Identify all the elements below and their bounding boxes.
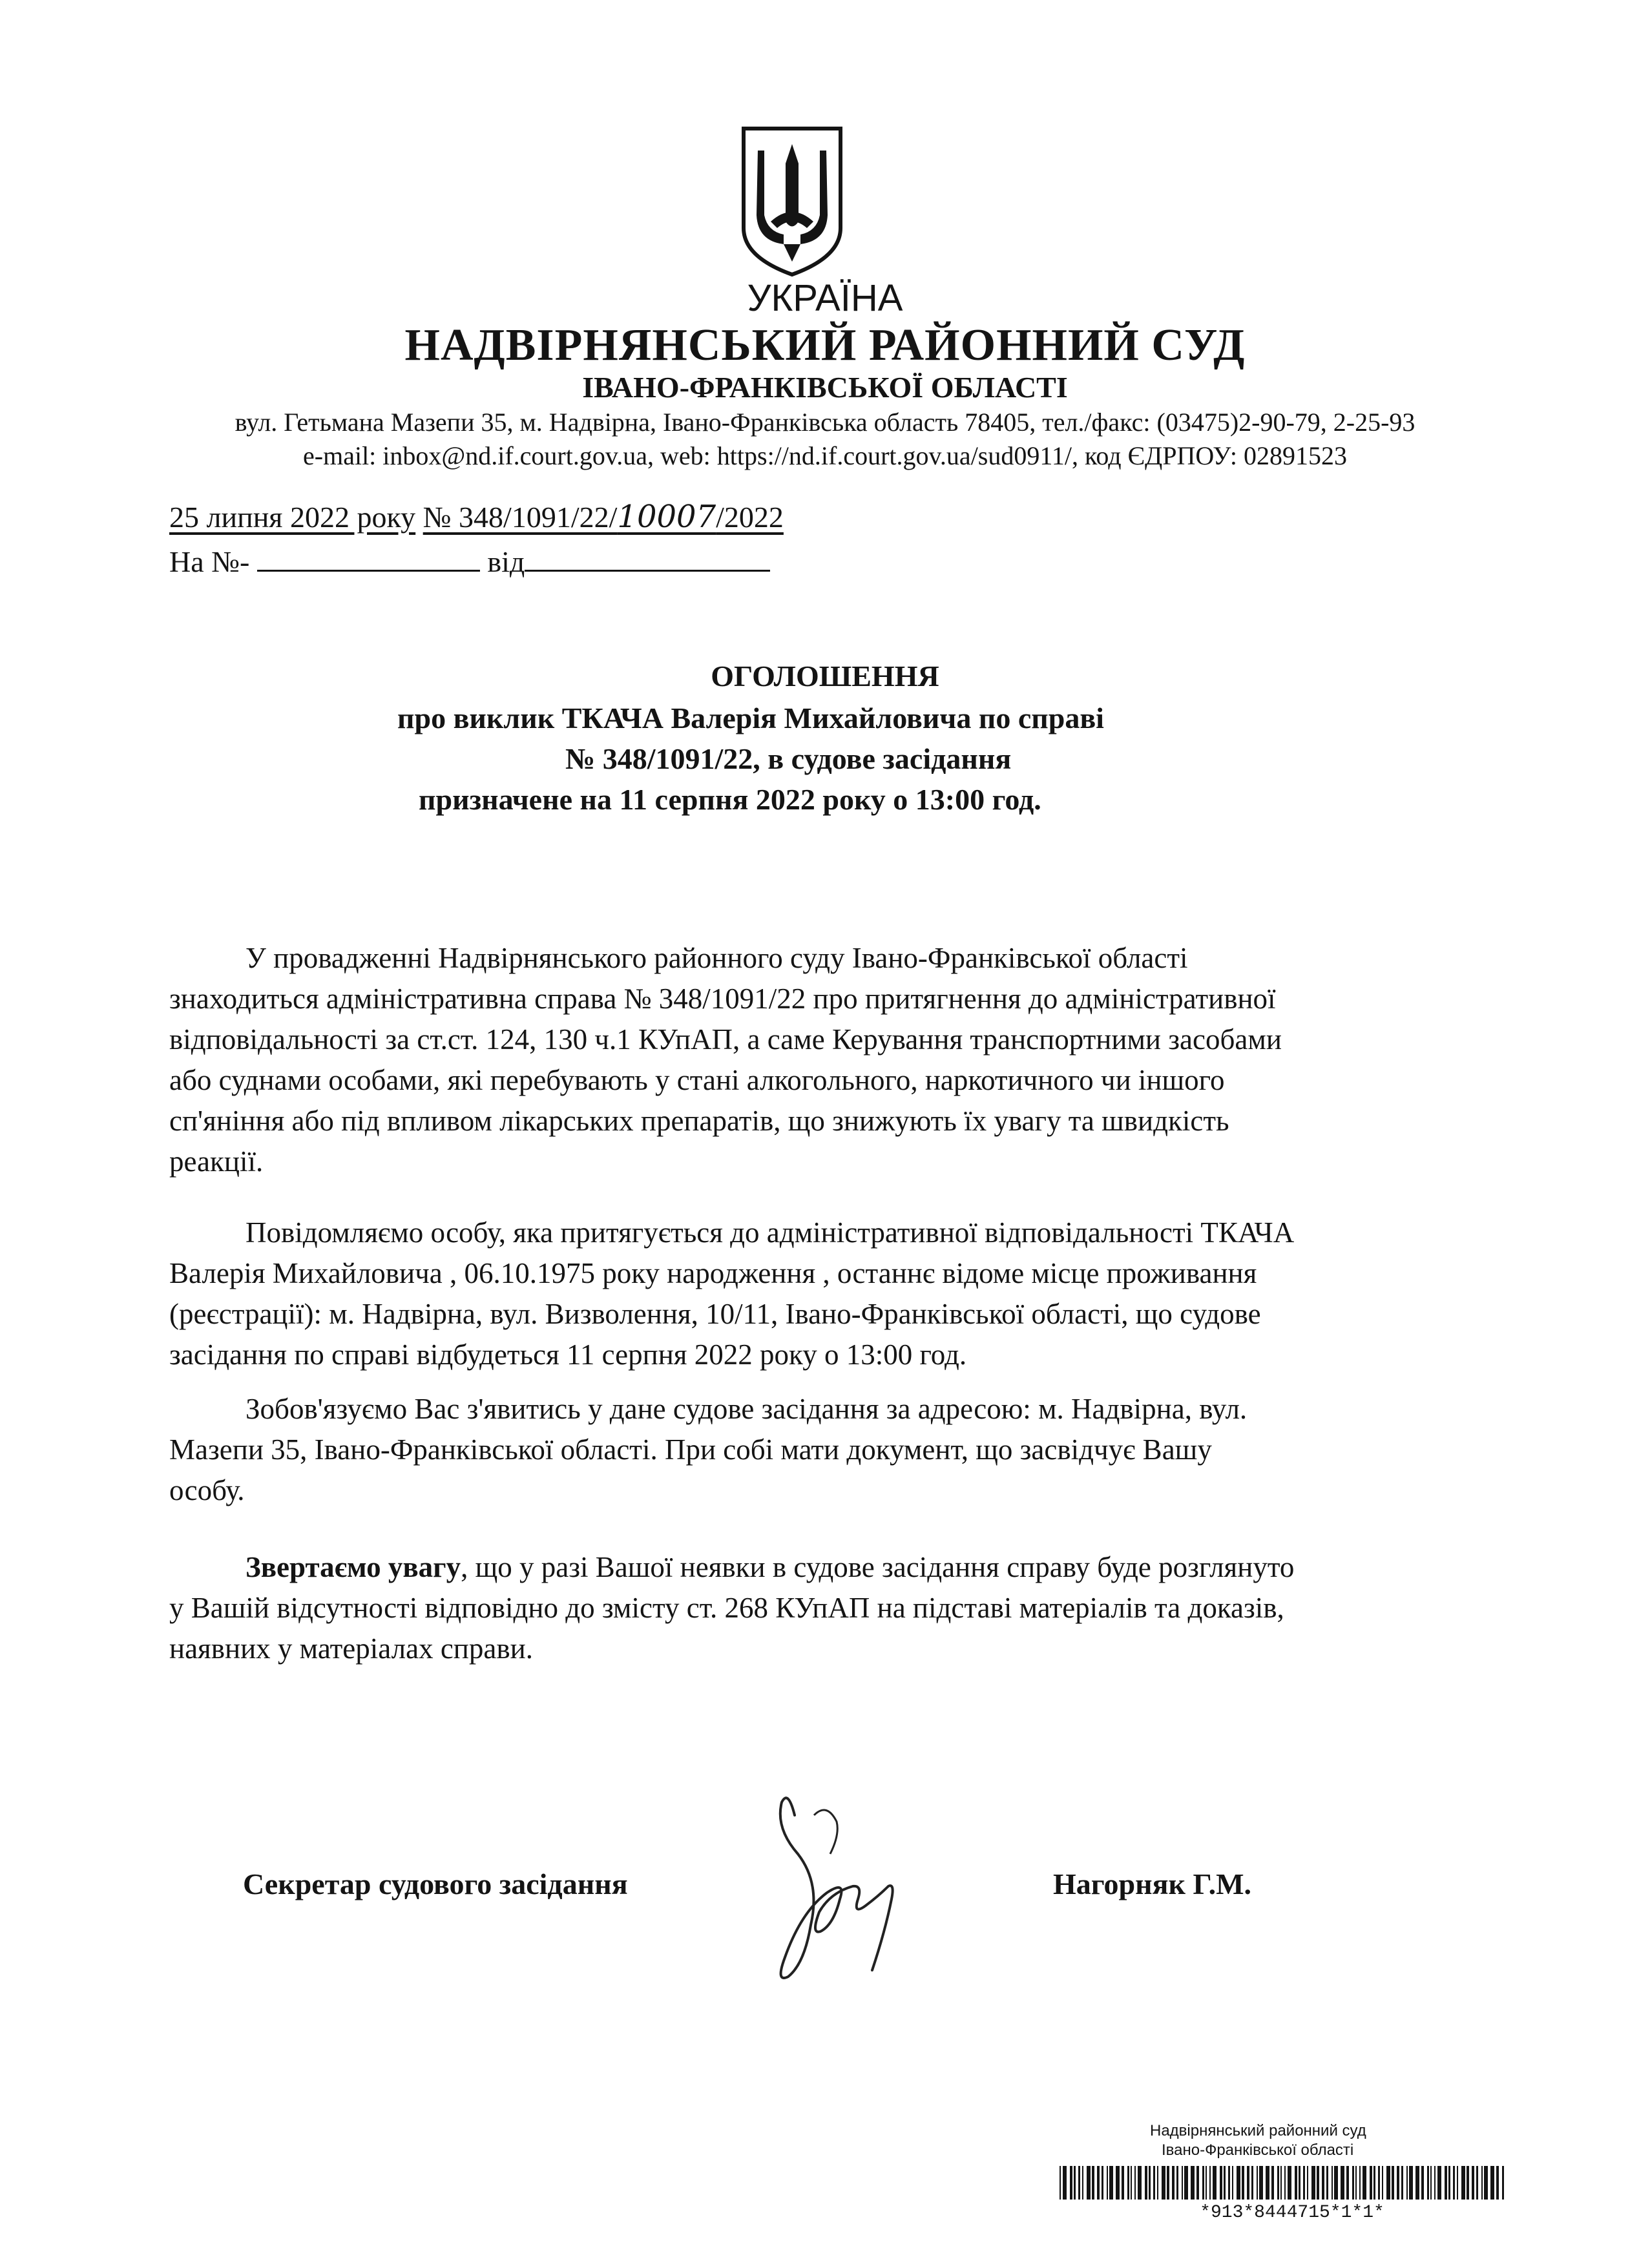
incoming-number-label: На №-: [169, 545, 250, 578]
text-line: Валерія Михайловича , 06.10.1975 року народження , останнє відоме місце проживання: [169, 1257, 1257, 1289]
stamp-court-name: Надвірнянський районний суд: [1150, 2122, 1366, 2139]
text-line: реакції.: [169, 1145, 264, 1178]
barcode-number: *913*8444715*1*1*: [1200, 2203, 1384, 2223]
paragraph-case-info: [169, 938, 1434, 1182]
paragraph-summons: [169, 1389, 1434, 1511]
incoming-date-blank: [525, 549, 770, 572]
stamp-court-region: Івано-Франківської області: [1162, 2141, 1354, 2159]
incoming-reference: [169, 545, 770, 579]
text-line: наявних у матеріалах справи.: [169, 1632, 533, 1665]
announcement-subtitle-3: призначене на 11 серпня 2022 року о 13:00 год.: [419, 783, 1041, 816]
reference-date: 25 липня 2022 року: [169, 501, 416, 534]
reference-number-suffix: /2022: [716, 501, 784, 534]
coat-of-arms-emblem: [738, 125, 846, 278]
registry-barcode: [1060, 2166, 1507, 2200]
incoming-date-label: від: [487, 545, 525, 578]
text-line: відповідальності за ст.ст. 124, 130 ч.1 КУпАП, а саме Керування транспортними засобами: [169, 1023, 1282, 1056]
court-contacts: e-mail: inbox@nd.if.court.gov.ua, web: https://nd.if.court.gov.ua/sud0911/, код ЄДРПОУ: 02891523: [303, 441, 1347, 470]
signatory-role: Секретар судового засідання: [243, 1867, 628, 1900]
announcement-title: ОГОЛОШЕННЯ: [711, 660, 939, 692]
text-line: (реєстрації): м. Надвірна, вул. Визволення, 10/11, Івано-Франківської області, що судове: [169, 1298, 1261, 1330]
text-line: У провадженні Надвірнянського районного суду Івано-Франківської області: [245, 942, 1188, 974]
text-line: або суднами особами, які перебувають у стані алкогольного, наркотичного чи іншого: [169, 1064, 1225, 1096]
text-line: Зобов'язуємо Вас з'явитись у дане судове засідання за адресою: м. Надвірна, вул.: [245, 1393, 1248, 1425]
signatory-name: Нагорняк Г.М.: [1053, 1867, 1251, 1900]
handwritten-signature: [749, 1776, 911, 1990]
text-line: Мазепи 35, Івано-Франківської області. При собі мати документ, що засвідчує Вашу: [169, 1433, 1212, 1466]
text-line: засідання по справі відбудеться 11 серпня 2022 року о 13:00 год.: [169, 1338, 967, 1371]
text-line: у Вашій відсутності відповідно до змісту ст. 268 КУпАП на підставі матеріалів та доказів,: [169, 1592, 1284, 1624]
outgoing-reference: [169, 499, 784, 535]
court-address: вул. Гетьмана Мазепи 35, м. Надвірна, Івано-Франківська область 78405, тел./факс: (03475)2-90-79, 2-25-93: [235, 408, 1415, 437]
paragraph-warning: [169, 1547, 1434, 1669]
announcement-subtitle-1: про виклик ТКАЧА Валерія Михайловича по справі: [397, 702, 1104, 734]
reference-number-handwritten: 10007: [617, 499, 716, 535]
announcement-subtitle-2: № 348/1091/22, в судове засідання: [565, 742, 1012, 775]
text-line: знаходиться адміністративна справа № 348/1091/22 про притягнення до адміністративної: [169, 983, 1276, 1015]
country-name: УКРАЇНА: [747, 277, 903, 319]
text-line: сп'яніння або під впливом лікарських препаратів, що знижують їх увагу та швидкість: [169, 1105, 1229, 1137]
text-line: , що у разі Вашої неявки в судове засідання справу буде розглянуто: [461, 1551, 1295, 1583]
paragraph-notification: [169, 1212, 1434, 1375]
text-line: особу.: [169, 1474, 245, 1506]
text-line: Повідомляємо особу, яка притягується до адміністративної відповідальності ТКАЧА: [245, 1216, 1295, 1249]
incoming-number-blank: [257, 549, 480, 572]
court-region: ІВАНО-ФРАНКІВСЬКОЇ ОБЛАСТІ: [582, 371, 1068, 404]
warning-emphasis: Звертаємо увагу: [245, 1551, 461, 1583]
court-name: НАДВІРНЯНСЬКИЙ РАЙОННИЙ СУД: [404, 320, 1246, 370]
reference-number-prefix: № 348/1091/22/: [423, 501, 618, 534]
